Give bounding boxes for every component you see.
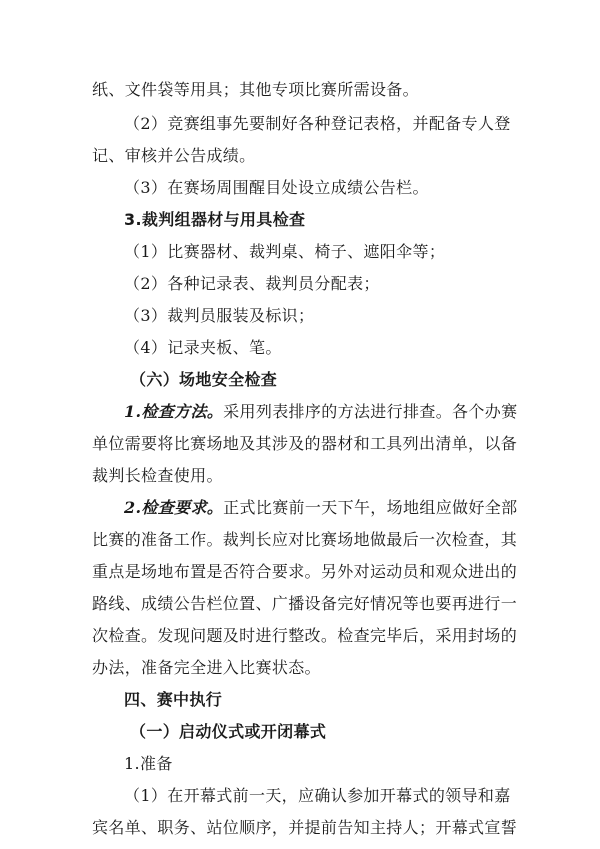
list-item-2-continuation: 记、审核并公告成绩。 [92,146,256,165]
check-requirements-text: 正式比赛前一天下午，场地组应做好全部 [223,498,518,517]
subsection-referee-equipment-heading: 3.裁判组器材与用具检查 [124,210,306,229]
paragraph-check-method-line2: 单位需要将比赛场地及其涉及的器材和工具列出清单，以备 [92,434,518,453]
list-item-referee-3: （3）裁判员服装及标识； [124,306,315,325]
paragraph-check-method [124,401,518,423]
list-item-referee-2: （2）各种记录表、裁判员分配表； [124,274,380,293]
check-method-text: 采用列表排序的方法进行排查。各个办赛 [223,402,518,421]
section-heading-venue-safety: （六）场地安全检查 [130,370,278,389]
chapter-heading-in-competition: 四、赛中执行 [124,690,223,709]
list-item-referee-4: （4）记录夹板、笔。 [124,338,282,357]
paragraph-check-requirements-line6: 办法，准备完全进入比赛状态。 [92,658,321,677]
check-method-lead: 1.检查方法。 [124,402,224,421]
section-heading-opening-ceremony: （一）启动仪式或开闭幕式 [130,722,327,741]
paragraph-check-requirements-line3: 重点是场地布置是否符合要求。另外对运动员和观众进出的 [92,562,518,581]
paragraph-check-method-line3: 裁判长检查使用。 [92,466,223,485]
list-item-3-bulletin: （3）在赛场周围醒目处设立成绩公告栏。 [124,178,429,197]
list-item-preparation-1-continuation: 宾名单、职务、站位顺序，并提前告知主持人；开幕式宣誓 [92,818,518,837]
list-item-2-registration: （2）竞赛组事先要制好各种登记表格，并配备专人登 [124,114,511,133]
paragraph-continuation: 纸、文件袋等用具；其他专项比赛所需设备。 [92,80,420,99]
list-item-referee-1: （1）比赛器材、裁判桌、椅子、遮阳伞等； [124,242,446,261]
paragraph-check-requirements-line5: 次检查。发现问题及时进行整改。检查完毕后，采用封场的 [92,626,518,645]
paragraph-check-requirements [124,497,518,519]
list-item-preparation-1: （1）在开幕式前一天，应确认参加开幕式的领导和嘉 [124,786,511,805]
paragraph-check-requirements-line2: 比赛的准备工作。裁判长应对比赛场地做最后一次检查，其 [92,530,518,549]
subsection-preparation-heading: 1.准备 [124,754,173,773]
paragraph-check-requirements-line4: 路线、成绩公告栏位置、广播设备完好情况等也要再进行一 [92,594,518,613]
check-requirements-lead: 2.检查要求。 [124,498,224,517]
